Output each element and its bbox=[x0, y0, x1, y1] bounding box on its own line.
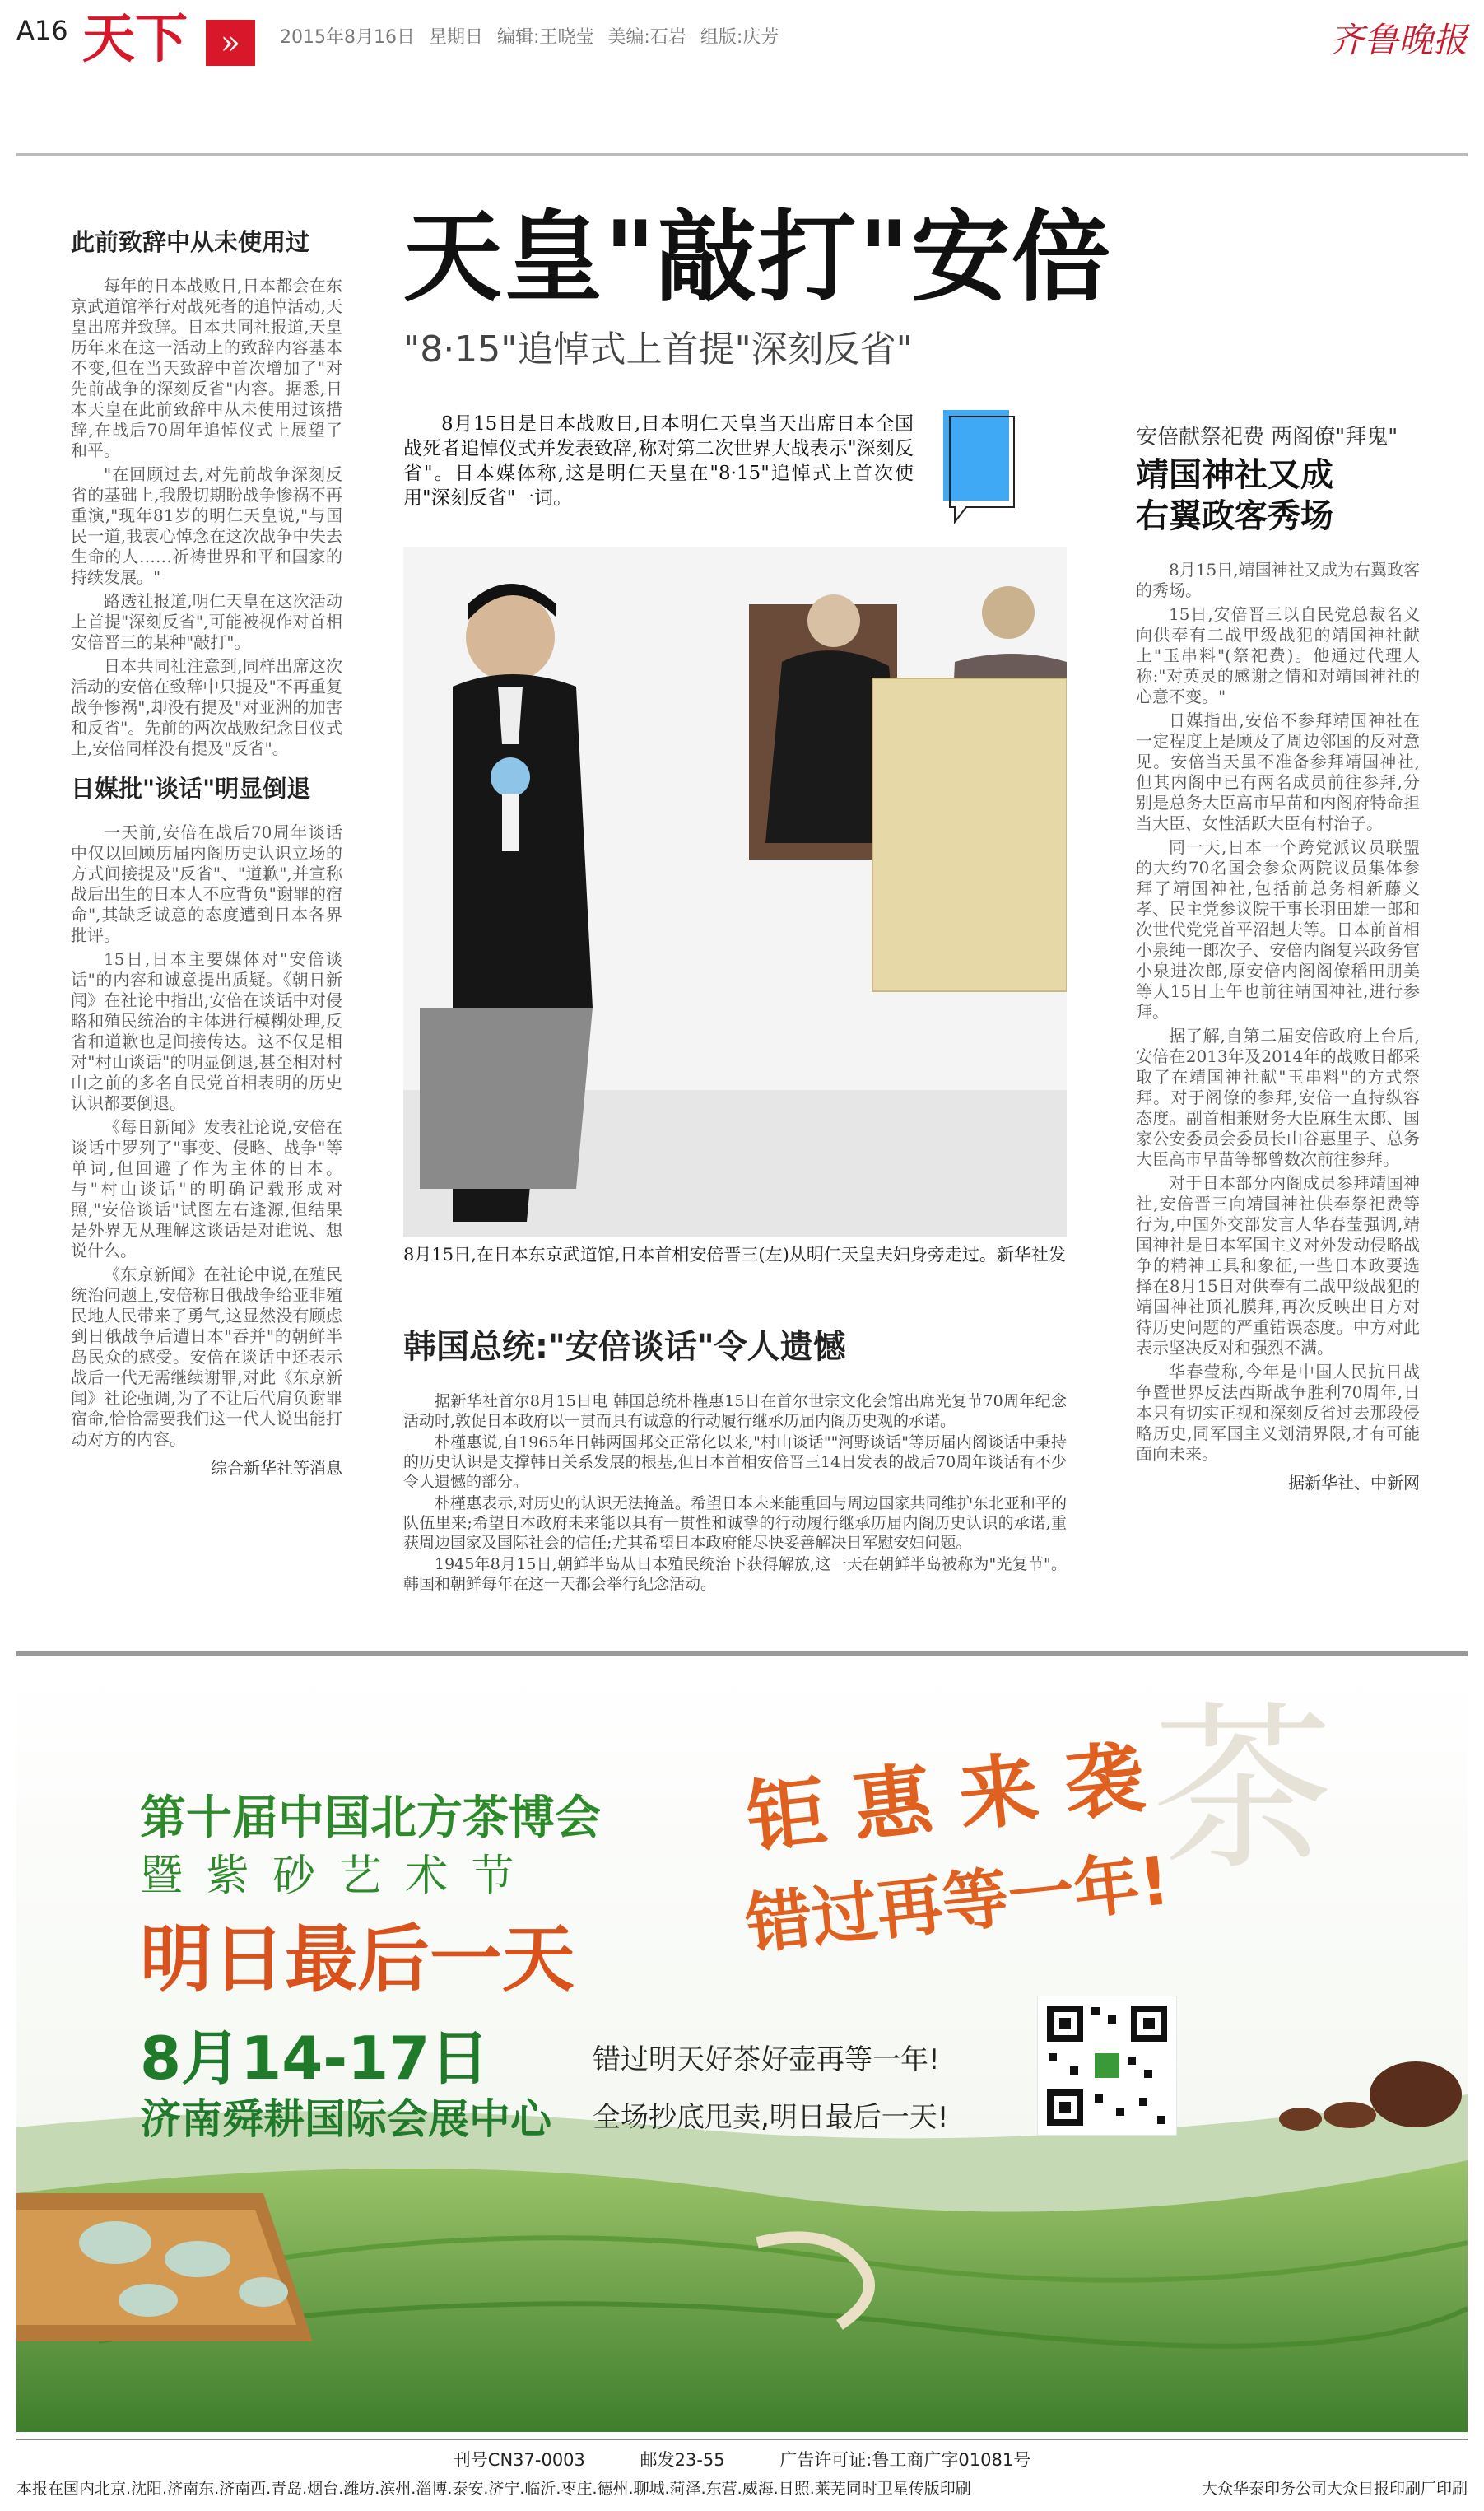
speech-bubble-icon bbox=[943, 410, 1017, 525]
publication-number: 刊号CN37-0003 bbox=[453, 2450, 585, 2470]
lead-paragraph: 8月15日是日本战败日,日本明仁天皇当天出席日本全国战死者追悼仪式并发表致辞,称对第二次世界大战表示"深刻反省"。日本媒体称,这是明仁天皇在"8·15"追悼式上首次使用"深刻反省"一词。 bbox=[403, 413, 914, 509]
ad-promo-subline: 错过再等一年! bbox=[742, 1842, 1174, 1964]
paragraph: 《东京新闻》在社论中说,在殖民统治问题上,安倍称日俄战争给亚非殖民地人民带来了勇气,这显然没有顾虑到日俄战争后遭日本"吞并"的朝鲜半岛民众的感受。安倍在谈话中还表示战后一代无需继续谢罪,对此《东京新闻》社论强调,为了不让后代肩负谢罪宿命,恰恰需要我们这一代人说出能打动对方的内容。 bbox=[71, 1265, 342, 1449]
left-column bbox=[71, 212, 342, 1479]
ad-promo-headline: 钜 惠 来 袭 bbox=[742, 1731, 1149, 1866]
paragraph: 《每日新闻》发表社论说,安倍在谈话中罗列了"事变、侵略、战争"等单词,但回避了作为主体的日本。与"村山谈话"的明确记载形成对照,"安倍谈话"试图左右逢源,但结果是外界无从理解这谈话是对谁说、想说什么。 bbox=[71, 1117, 342, 1260]
paragraph: 据新华社首尔8月15日电 韩国总统朴槿惠15日在首尔世宗文化会馆出席光复节70周年纪念活动时,敦促日本政府以一贯而具有诚意的行动履行继承历届内阁历史观的承诺。 bbox=[403, 1392, 1067, 1430]
right-credit: 据新华社、中新网 bbox=[1288, 1473, 1420, 1493]
paragraph: 一天前,安倍在战后70周年谈话中仅以回顾历届内阁历史认识立场的方式间接提及"反省"、"道歉",并宣称战后出生的日本人不应背负"谢罪的宿命",其缺乏诚意的态度遭到日本各界批评。 bbox=[71, 822, 342, 945]
paragraph: 日媒指出,安倍不参拜靖国神社在一定程度上是顾及了周边邻国的反对意见。安倍当天虽不准备参拜靖国神社,但其内阁中已有两名成员前往参拜,分别是总务大臣高市早苗和内阁府特命担当大臣、女性活跃大臣有村治子。 bbox=[1136, 710, 1420, 833]
postal-code: 邮发23-55 bbox=[640, 2450, 725, 2470]
paragraph: 日本共同社注意到,同样出席这次活动的安倍在致辞中只提及"不再重复战争惨祸",却没有提及"对亚洲的加害和反省"。先前的两次战败纪念日仪式上,安倍同样没有提及"反省"。 bbox=[71, 656, 342, 758]
right-headline-line-1: 靖国神社又成 bbox=[1136, 456, 1333, 494]
footer-line-1 bbox=[16, 2447, 1468, 2471]
paragraph: 15日,安倍晋三以自民党总裁名义向供奉有二战甲级战犯的靖国神社献上"玉串料"(祭祀费)。他通过代理人称:"对英灵的感谢之情和对靖国神社的心意不变。" bbox=[1136, 604, 1420, 706]
headline: 天皇"敲打"安倍 bbox=[403, 201, 1113, 315]
news-photo bbox=[403, 547, 1067, 1237]
layout-editor: 组版:庆芳 bbox=[700, 27, 779, 48]
paragraph: "在回顾过去,对先前战争深刻反省的基础上,我殷切期盼战争惨祸不再重演,"现年81岁的明仁天皇说,"与国民一道,我衷心悼念在这次战争中失去生命的人……祈祷世界和平和国家的持续发展。" bbox=[71, 464, 342, 587]
page-number: A16 bbox=[16, 15, 68, 46]
ad-license: 广告许可证:鲁工商广字01081号 bbox=[779, 2450, 1031, 2470]
footer-line-2 bbox=[16, 2476, 1468, 2499]
left-subhead-1: 此前致辞中从未使用过 bbox=[71, 228, 310, 256]
paragraph: 同一天,日本一个跨党派议员联盟的大约70名国会参众两院议员集体参拜了靖国神社,包括前总务相新藤义孝、民主党参议院干事长羽田雄一郎和次世代党党首平沼赳夫等。日本前首相小泉纯一郎次子、安倍内阁复兴政务官小泉进次郎,原安倍内阁阁僚稻田朋美等人15日上午也前往靖国神社,进行参拜。 bbox=[1136, 837, 1420, 1022]
right-headline-line-2: 右翼政客秀场 bbox=[1136, 497, 1333, 535]
paragraph: 8月15日,靖国神社又成为右翼政客的秀场。 bbox=[1136, 560, 1420, 600]
header-meta bbox=[280, 23, 779, 49]
ad-venue: 济南舜耕国际会展中心 bbox=[140, 2095, 551, 2143]
section-chevron-icon: » bbox=[206, 20, 255, 66]
paragraph: 华春莹称,今年是中国人民抗日战争暨世界反法西斯战争胜利70周年,日本只有切实正视和深刻反省过去那段侵略历史,同军国主义划清界限,才有可能面向未来。 bbox=[1136, 1362, 1420, 1464]
ad-event-subtitle: 暨 紫 砂 艺 术 节 bbox=[140, 1852, 519, 1901]
newspaper-logo: 齐鲁晚报 bbox=[1328, 20, 1468, 60]
weekday: 星期日 bbox=[428, 27, 483, 48]
editor: 编辑:王晓莹 bbox=[497, 27, 594, 48]
footer bbox=[16, 2447, 1468, 2499]
ad-date-note: 错过明天好茶好壶再等一年! bbox=[593, 2043, 940, 2076]
ad-decorative-character: 茶 bbox=[1152, 1684, 1334, 1895]
paragraph: 朴槿惠说,自1965年日韩两国邦交正常化以来,"村山谈话""河野谈话"等历届内阁谈话中秉持的历史认识是支撑韩日关系发展的根基,但日本首相安倍晋三14日发表的战后70周年谈话有不少令人遗憾的部分。 bbox=[403, 1433, 1067, 1491]
ad-rule bbox=[16, 1651, 1468, 1656]
left-credit: 综合新华社等消息 bbox=[211, 1458, 342, 1478]
paragraph: 路透社报道,明仁天皇在这次活动上首提"深刻反省",可能被视作对首相安倍晋三的某种"敲打"。 bbox=[71, 591, 342, 652]
tea-expo-advertisement bbox=[16, 1666, 1468, 2432]
header-rule bbox=[16, 153, 1468, 156]
printer: 大众华泰印务公司大众日报印刷厂印刷 bbox=[1201, 2480, 1468, 2498]
section-title: 天下 bbox=[82, 9, 188, 70]
ad-event-title: 第十届中国北方茶博会 bbox=[140, 1791, 601, 1845]
paragraph: 朴槿惠表示,对历史的认识无法掩盖。希望日本未来能重回与周边国家共同维护东北亚和平的队伍里来;希望日本政府未来能以具有一贯性和诚挚的行动履行继承历届内阁历史认识的承诺,重获周边国家及国际社会的信任;尤其希望日本政府能尽快妥善解决日军慰安妇问题。 bbox=[403, 1494, 1067, 1552]
korea-body bbox=[403, 1391, 1067, 1596]
art-editor: 美编:石岩 bbox=[607, 27, 686, 48]
photo-caption: 8月15日,在日本东京武道馆,日本首相安倍晋三(左)从明仁天皇夫妇身旁走过。新华社发 bbox=[403, 1245, 1066, 1265]
paragraph: 15日,日本主要媒体对"安倍谈话"的内容和诚意提出质疑。《朝日新闻》在社论中指出,安倍在谈话中对侵略和殖民统治的主体进行模糊处理,反省和道歉也是间接传达。这不仅是相对"村山谈话"的明显倒退,甚至相对村山之前的多名自民党首相表明的历史认识都要倒退。 bbox=[71, 949, 342, 1113]
paragraph: 对于日本部分内阁成员参拜靖国神社,安倍晋三向靖国神社供奉祭祀费等行为,中国外交部发言人华春莹强调,靖国神社是日本军国主义对外发动侵略战争的精神工具和象征,一些日本政要选择在8月15日对供奉有二战甲级战犯的靖国神社顶礼膜拜,再次反映出日方对待历史问题的严重错误态度。中方对此表示坚决反对和强烈不满。 bbox=[1136, 1173, 1420, 1358]
footer-rule bbox=[16, 2439, 1468, 2440]
paragraph: 据了解,自第二届安倍政府上台后,安倍在2013年及2014年的战败日都采取了在靖国神社献"玉串料"的方式祭拜。对于阁僚的参拜,安倍一直持纵容态度。副首相兼财务大臣麻生太郎、国家公安委员会委员长山谷惠里子、总务大臣高市早苗等都曾数次前往参拜。 bbox=[1136, 1026, 1420, 1169]
deck: "8·15"追悼式上首提"深刻反省" bbox=[403, 328, 913, 370]
issue-date: 2015年8月16日 bbox=[280, 27, 415, 48]
ad-last-day: 明日最后一天 bbox=[140, 1917, 575, 2001]
print-locations: 本报在国内北京.沈阳.济南东.济南西.青岛.烟台.潍坊.滨州.淄博.泰安.济宁.临沂.枣庄.德州.聊城.菏泽.东营.威海.日照.莱芜同时卫星传版印刷 bbox=[16, 2480, 971, 2498]
paragraph: 1945年8月15日,朝鲜半岛从日本殖民统治下获得解放,这一天在朝鲜半岛被称为"光复节"。韩国和朝鲜每年在这一天都会举行纪念活动。 bbox=[403, 1555, 1067, 1593]
korea-headline: 韩国总统:"安倍谈话"令人遗憾 bbox=[403, 1328, 846, 1366]
right-column-body bbox=[1136, 560, 1420, 1493]
ad-dates: 8月14-17日 bbox=[140, 2024, 490, 2093]
ad-venue-note: 全场抄底甩卖,明日最后一天! bbox=[593, 2101, 949, 2134]
right-headline bbox=[1136, 454, 1420, 537]
left-subhead-2: 日媒批"谈话"明显倒退 bbox=[71, 775, 311, 803]
right-kicker: 安倍献祭祀费 两阁僚"拜鬼" bbox=[1136, 425, 1398, 450]
qr-code-icon[interactable] bbox=[1037, 1996, 1177, 2136]
paragraph: 每年的日本战败日,日本都会在东京武道馆举行对战死者的追悼活动,天皇出席并致辞。日本共同社报道,天皇历年来在这一活动上的致辞内容基本不变,但在当天致辞中首次增加了"对先前战争的深刻反省"内容。据悉,日本天皇在此前致辞中从未使用过该措辞,在战后70周年追悼仪式上展望了和平。 bbox=[71, 276, 342, 460]
